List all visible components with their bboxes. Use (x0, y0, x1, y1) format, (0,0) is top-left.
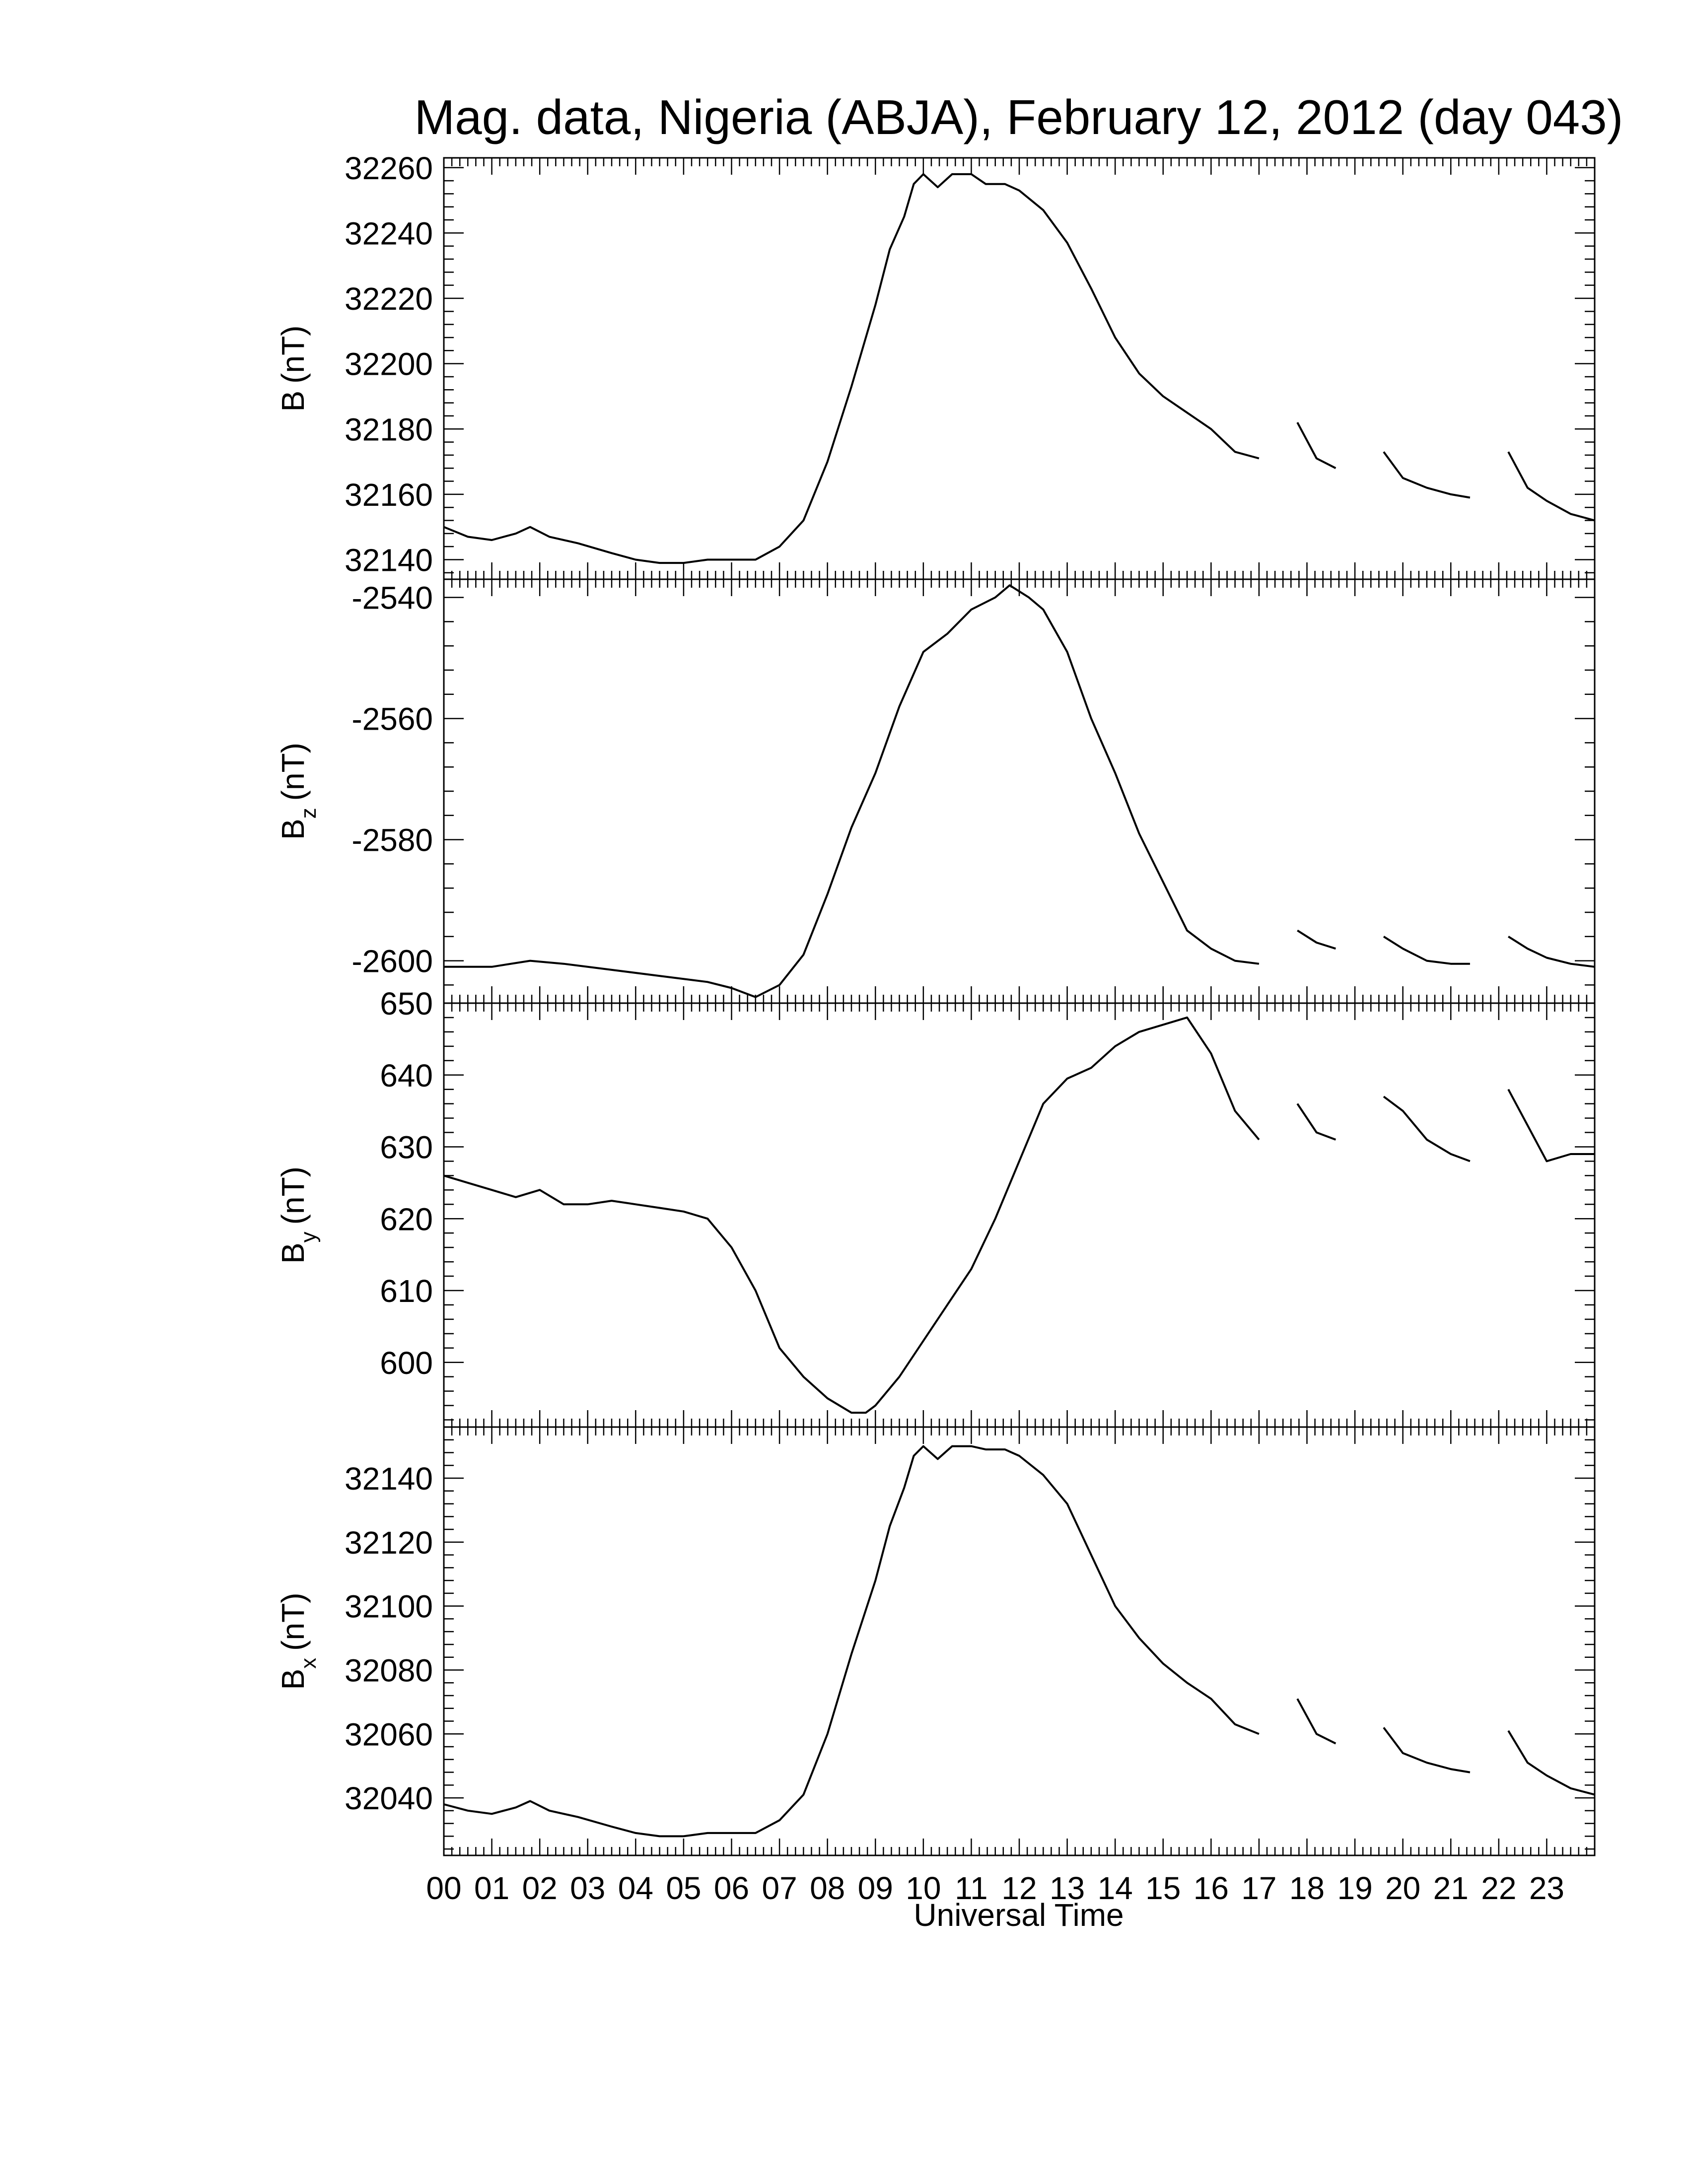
y-tick-label: 32200 (345, 346, 433, 382)
x-tick-label: 11 (955, 1870, 988, 1906)
y-tick-label: -2540 (352, 580, 433, 616)
y-tick-label: 620 (380, 1201, 433, 1237)
x-tick-label: 17 (1241, 1870, 1277, 1906)
x-tick-label: 20 (1385, 1870, 1421, 1906)
y-tick-label: 32080 (345, 1652, 433, 1689)
y-tick-label: 610 (380, 1273, 433, 1309)
y-tick-label: 630 (380, 1129, 433, 1165)
x-tick-label: 14 (1097, 1870, 1133, 1906)
x-tick-label: 12 (1001, 1870, 1037, 1906)
figure-title: Mag. data, Nigeria (ABJA), February 12, 2012 (day 043) (414, 90, 1623, 144)
x-tick-label: 22 (1481, 1870, 1517, 1906)
y-tick-label: 32160 (345, 477, 433, 513)
y-tick-label: 32180 (345, 411, 433, 448)
y-axis-label: B(nT) (275, 325, 311, 412)
x-axis-label: Universal Time (914, 1897, 1124, 1933)
y-tick-label: 32140 (345, 542, 433, 578)
y-tick-label: 650 (380, 986, 433, 1022)
x-tick-label: 02 (522, 1870, 558, 1906)
x-tick-label: 09 (857, 1870, 893, 1906)
x-tick-label: 04 (618, 1870, 653, 1906)
x-tick-label: 10 (906, 1870, 941, 1906)
x-tick-label: 00 (426, 1870, 462, 1906)
y-tick-label: 32100 (345, 1588, 433, 1625)
y-tick-label: 32120 (345, 1524, 433, 1561)
x-tick-label: 21 (1433, 1870, 1469, 1906)
y-tick-label: -2600 (352, 943, 433, 979)
y-tick-label: -2560 (352, 701, 433, 737)
x-tick-label: 07 (762, 1870, 797, 1906)
y-tick-label: 32220 (345, 281, 433, 317)
x-tick-label: 06 (713, 1870, 750, 1906)
y-tick-label: -2580 (352, 822, 433, 858)
x-tick-label: 03 (570, 1870, 606, 1906)
x-tick-label: 08 (810, 1870, 845, 1906)
y-tick-label: 32240 (345, 215, 433, 252)
x-tick-label: 23 (1529, 1870, 1565, 1906)
y-axis-label: $B_y(nT)$ (275, 1166, 321, 1264)
x-tick-label: 01 (474, 1870, 510, 1906)
y-axis-label: $B_x(nT)$ (275, 1592, 321, 1690)
y-tick-label: 32260 (345, 150, 433, 186)
y-tick-label: 600 (380, 1345, 433, 1381)
y-tick-label: 32040 (345, 1780, 433, 1817)
x-tick-label: 05 (666, 1870, 702, 1906)
x-tick-label: 19 (1337, 1870, 1373, 1906)
y-tick-label: 640 (380, 1057, 433, 1093)
x-tick-label: 15 (1145, 1870, 1181, 1906)
y-axis-label: $B_z(nT)$ (275, 743, 321, 840)
y-tick-label: 32060 (345, 1716, 433, 1753)
x-tick-label: 18 (1289, 1870, 1325, 1906)
x-tick-label: 13 (1049, 1870, 1085, 1906)
x-tick-label: 16 (1193, 1870, 1229, 1906)
y-tick-label: 32140 (345, 1461, 433, 1497)
